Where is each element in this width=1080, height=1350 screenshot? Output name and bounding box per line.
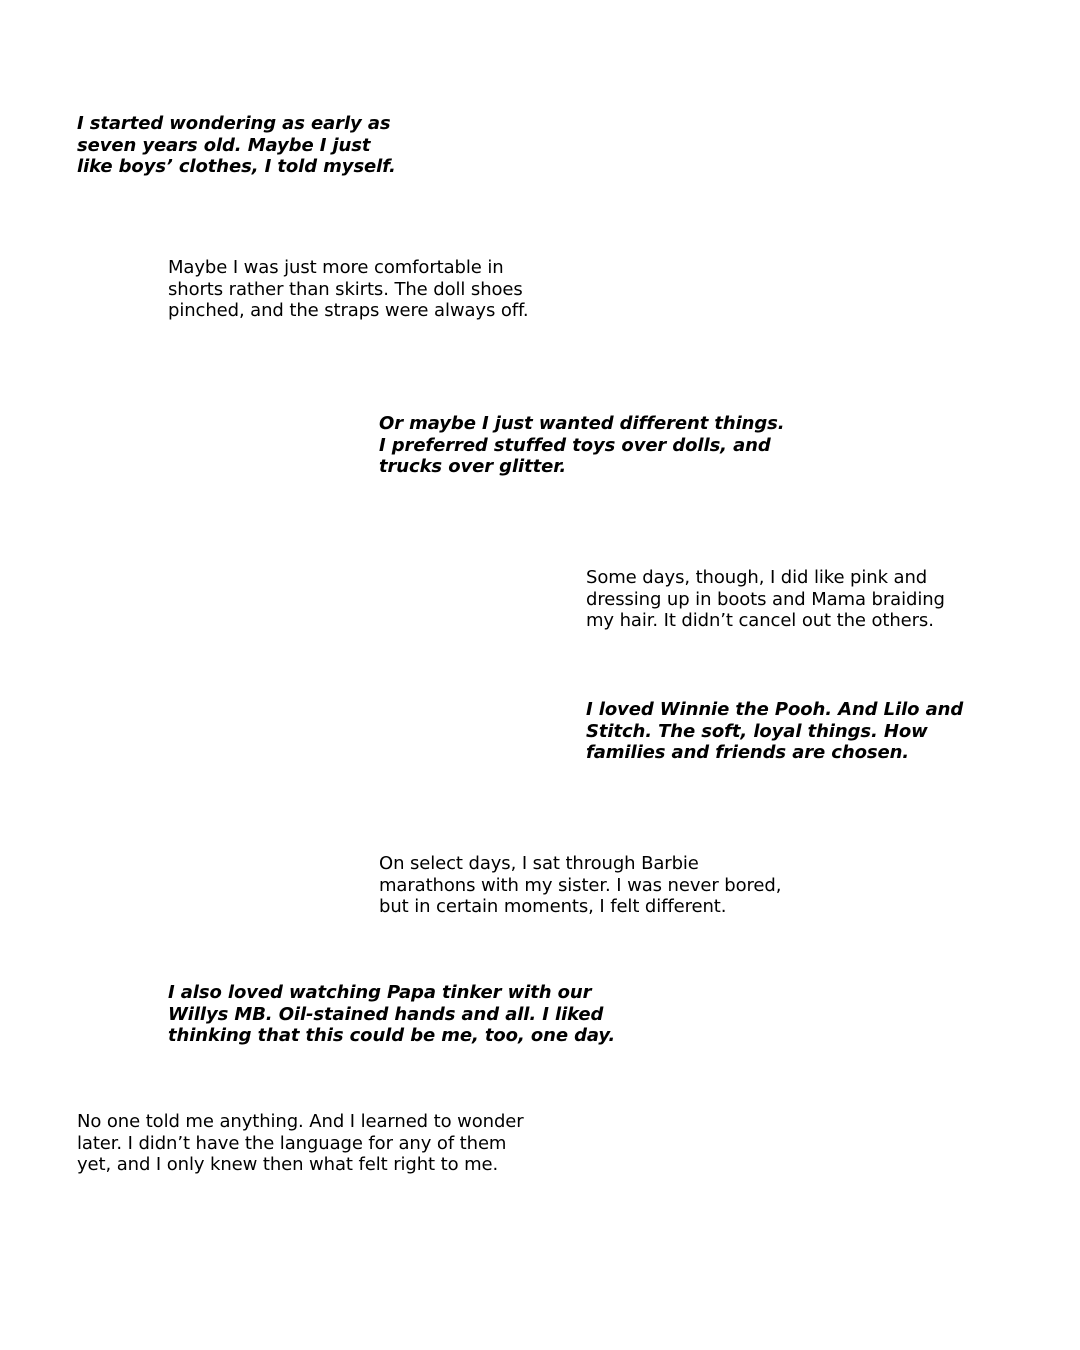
passage-7 xyxy=(168,982,615,1047)
passage-3 xyxy=(379,413,785,478)
passage-line: seven years old. Maybe I just xyxy=(77,134,371,156)
passage-line: later. I didn’t have the language for any of them xyxy=(77,1132,507,1154)
passage-line: Maybe I was just more comfortable in xyxy=(168,257,504,278)
passage-line: I preferred stuffed toys over dolls, and xyxy=(379,434,771,456)
passage-line: my hair. It didn’t cancel out the others. xyxy=(586,610,934,631)
passage-line: On select days, I sat through Barbie xyxy=(379,853,699,874)
passage-line: pinched, and the straps were always off. xyxy=(168,300,529,321)
passage-5 xyxy=(586,699,963,764)
passage-line: thinking that this could be me, too, one day. xyxy=(168,1025,616,1046)
passage-4 xyxy=(586,567,945,632)
passage-line: yet, and I only knew then what felt right to me. xyxy=(77,1154,499,1175)
passage-2 xyxy=(168,257,529,322)
passage-line: I started wondering as early as xyxy=(77,113,391,134)
passage-line: Or maybe I just wanted different things. xyxy=(379,413,785,434)
passage-line: marathons with my sister. I was never bored, xyxy=(379,874,782,896)
passage-line: Willys MB. Oil-stained hands and all. I liked xyxy=(168,1003,604,1025)
passage-line: No one told me anything. And I learned to wonder xyxy=(77,1111,524,1132)
passage-line: Stitch. The soft, loyal things. How xyxy=(586,720,928,742)
passage-1 xyxy=(77,113,396,178)
passage-line: trucks over glitter. xyxy=(379,456,567,477)
passage-line: families and friends are chosen. xyxy=(586,742,910,763)
passage-line: shorts rather than skirts. The doll shoes xyxy=(168,278,523,300)
passage-line: I loved Winnie the Pooh. And Lilo and xyxy=(586,699,964,720)
passage-6 xyxy=(379,853,781,918)
passage-line: I also loved watching Papa tinker with our xyxy=(168,982,592,1003)
passage-line: Some days, though, I did like pink and xyxy=(586,567,928,588)
passage-line: but in certain moments, I felt different. xyxy=(379,896,727,917)
passage-line: like boys’ clothes, I told myself. xyxy=(77,156,396,177)
passage-line: dressing up in boots and Mama braiding xyxy=(586,588,945,610)
passage-8 xyxy=(77,1111,524,1176)
